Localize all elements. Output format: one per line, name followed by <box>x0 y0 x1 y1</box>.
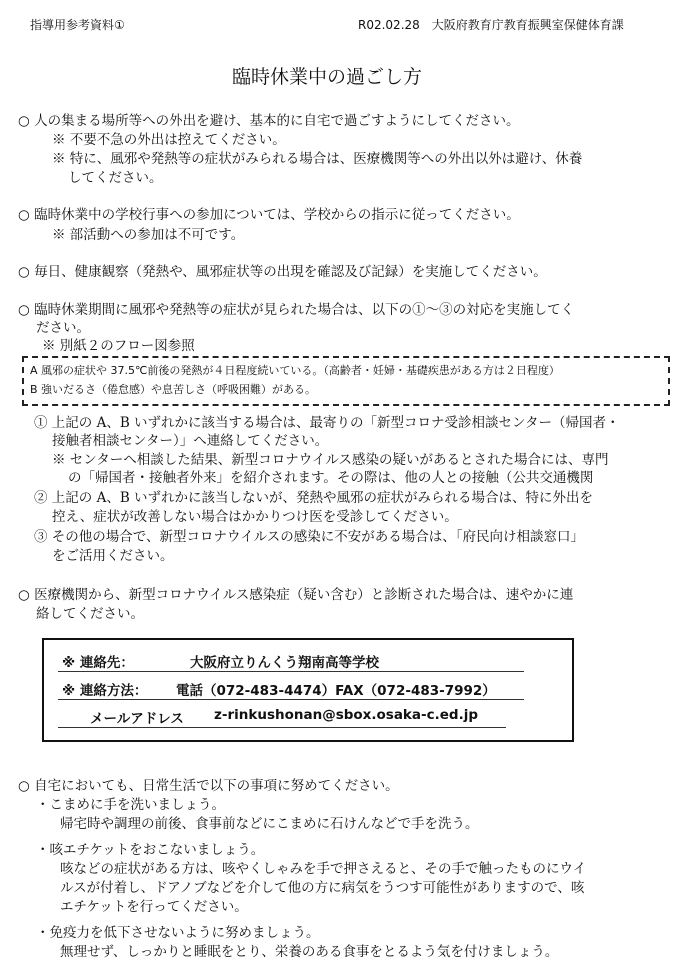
contact-underline-1 <box>58 671 524 672</box>
section6-line1: ○ 自宅においても、日常生活で以下の事項に努めてください。 <box>18 778 399 794</box>
item1-line2: 接触者相談センター）」へ連絡してください。 <box>52 433 329 449</box>
bullet-cough-etiquette: ・咳エチケットをおこないましょう。 <box>36 842 265 858</box>
contact-label: ※ 連絡先： <box>62 655 134 671</box>
section4-line2: ださい。 <box>36 320 90 336</box>
contact-mail-label: メールアドレス <box>90 711 184 727</box>
contact-mail[interactable]: z-rinkushonan@sbox.osaka-c.ed.jp <box>214 707 478 723</box>
item1-line1: ① 上記の A、B いずれかに該当する場合は、最寄りの「新型コロナ受診相談センター（帰国者・ <box>34 415 620 431</box>
section1-line1: ○ 人の集まる場所等への外出を避け、基本的に自宅で過ごすようにしてください。 <box>18 113 520 129</box>
item2-line1: ② 上記の A、B いずれかに該当しないが、発熱や風邪の症状がみられる場合は、特に外出を <box>34 490 594 506</box>
criteria-b: B 強いだるさ（倦怠感）や息苦しさ（呼吸困難）がある。 <box>30 383 317 396</box>
section4-flow-note: ※ 別紙２のフロー図参照 <box>42 338 195 354</box>
header-right: R02.02.28 大阪府教育庁教育振興室保健体育課 <box>358 18 624 32</box>
contact-method-label: ※ 連絡方法： <box>62 683 148 699</box>
contact-school: 大阪府立りんくう翔南高等学校 <box>190 655 379 671</box>
section1-note1: ※ 不要不急の外出は控えてください。 <box>52 132 286 148</box>
section3-line1: ○ 毎日、健康観察（発熱や、風邪症状等の出現を確認及び記録）を実施してください。 <box>18 264 547 280</box>
contact-underline-2 <box>58 699 524 700</box>
bullet-immunity-detail: 無理せず、しっかりと睡眠をとり、栄養のある食事をとるよう気を付けましょう。 <box>60 944 559 960</box>
item1-note1: ※ センターへ相談した結果、新型コロナウイルス感染の疑いがあるとされた場合には、専門 <box>52 452 609 468</box>
contact-phone-fax: 電話（072-483-4474）FAX（072-483-7992） <box>176 683 496 699</box>
item1-note2: の「帰国者・接触者外来」を紹介されます。その際は、他の人との接触（公共交通機関 <box>68 470 594 486</box>
section2-note: ※ 部活動への参加は不可です。 <box>52 227 245 243</box>
page-title: 臨時休業中の過ごし方 <box>232 66 423 88</box>
bullet-cough-detail1: 咳などの症状がある方は、咳やくしゃみを手で押さえると、その手で触ったものにウイ <box>60 861 587 877</box>
bullet-immunity: ・免疫力を低下させないように努めましょう。 <box>36 925 320 941</box>
bullet-cough-detail3: エチケットを行ってください。 <box>60 899 248 915</box>
bullet-cough-detail2: ルスが付着し、ドアノブなどを介して他の方に病気をうつす可能性がありますので、咳 <box>60 880 585 896</box>
bullet-handwash-detail: 帰宅時や調理の前後、食事前などにこまめに石けんなどで手を洗う。 <box>60 816 479 832</box>
criteria-a: A 風邪の症状や 37.5℃前後の発熱が４日程度続いている。（高齢者・妊婦・基礎疾患がある方は２日程度） <box>30 364 560 377</box>
section4-line1: ○ 臨時休業期間に風邪や発熱等の症状が見られた場合は、以下の①～③の対応を実施してく <box>18 302 575 318</box>
item3-line1: ③ その他の場合で、新型コロナウイルスの感染に不安がある場合は、「府民向け相談窓口」 <box>34 529 584 545</box>
section1-note2-cont: してください。 <box>68 170 163 186</box>
section1-note2: ※ 特に、風邪や発熱等の症状がみられる場合は、医療機関等への外出以外は避け、休養 <box>52 151 583 167</box>
contact-underline-3 <box>58 727 506 728</box>
section2-line1: ○ 臨時休業中の学校行事への参加については、学校からの指示に従ってください。 <box>18 207 520 223</box>
item3-line2: をご活用ください。 <box>52 548 174 564</box>
section5-line2: 絡してください。 <box>36 606 144 622</box>
section5-line1: ○ 医療機関から、新型コロナウイルス感染症（疑い含む）と診断された場合は、速やかに連 <box>18 587 574 603</box>
header-left: 指導用参考資料① <box>30 18 125 32</box>
bullet-handwash: ・こまめに手を洗いましょう。 <box>36 797 225 813</box>
item2-line2: 控え、症状が改善しない場合はかかりつけ医を受診してください。 <box>52 509 458 525</box>
